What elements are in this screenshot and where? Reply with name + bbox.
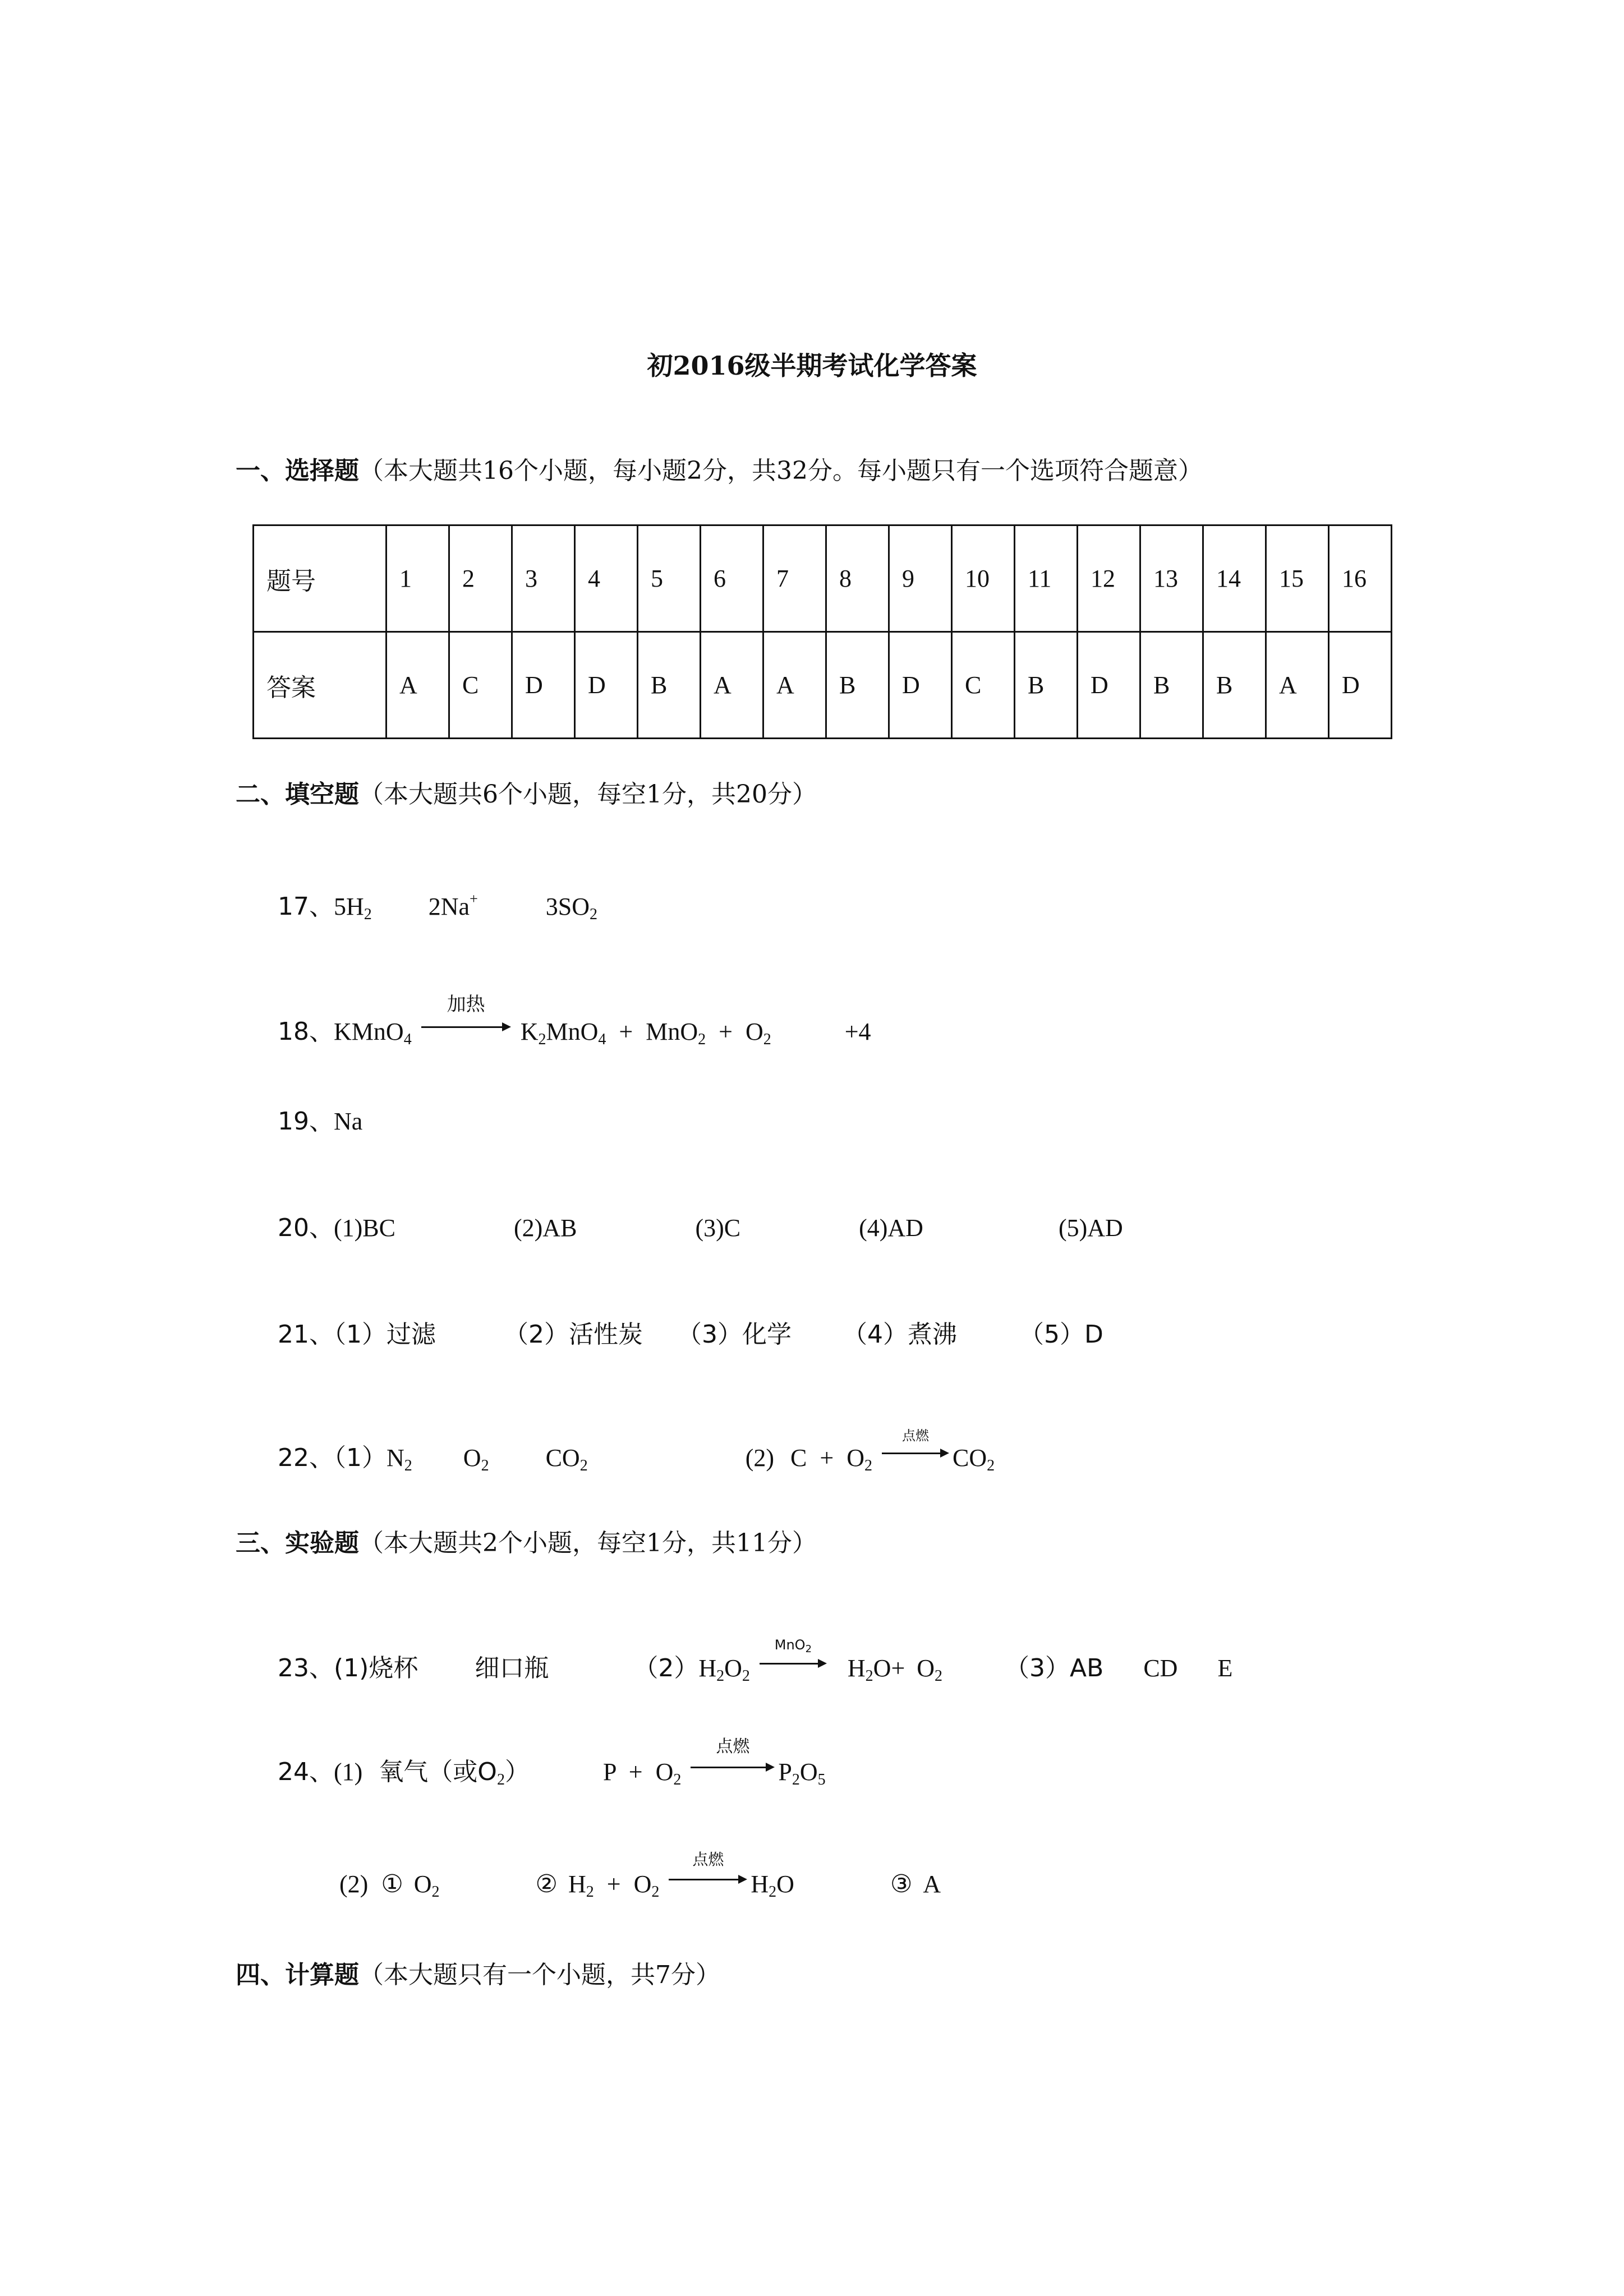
table-cell: B [1015, 632, 1078, 739]
formula: 2Na [428, 893, 470, 920]
section-note: （本大题共16个小题，每小题2分，共32分。每小题只有一个选项符合题意） [359, 457, 1203, 485]
reaction-arrow [691, 1737, 775, 1780]
question-number: 19、 [278, 1107, 334, 1136]
answer-q22 [278, 1428, 995, 1474]
plus-sign: + [719, 1018, 733, 1045]
subscript: 2 [496, 1771, 505, 1788]
formula: O [917, 1654, 935, 1682]
question-number: 18、 [278, 1017, 334, 1046]
part-label: (1) [334, 1758, 363, 1786]
section-heading-fill [236, 782, 817, 807]
table-cell: A [1266, 632, 1329, 739]
table-cell: 1 [387, 525, 449, 632]
plus-sign: + [606, 1870, 621, 1898]
subscript: 2 [404, 1457, 412, 1474]
subscript: 2 [431, 1883, 440, 1901]
part-label: (2) [339, 1870, 369, 1898]
answer-item: (5)AD [1058, 1214, 1123, 1242]
circled-number: ② [535, 1870, 558, 1898]
formula: O [633, 1870, 652, 1898]
table-cell: 10 [952, 525, 1015, 632]
table-cell: 4 [575, 525, 638, 632]
formula: H [751, 1870, 769, 1898]
plus-sign: + [619, 1018, 633, 1045]
formula: P [778, 1758, 792, 1786]
answer-item: E [1217, 1654, 1233, 1682]
answer-item: (2)AB [514, 1214, 577, 1242]
table-cell: B [1140, 632, 1203, 739]
subscript: 2 [716, 1667, 725, 1685]
formula: MnO [646, 1018, 698, 1045]
answer-q24-part1 [278, 1737, 826, 1788]
answer-item: （3）化学 [677, 1320, 792, 1349]
answer-q24-part2 [339, 1850, 941, 1901]
subscript: 5 [817, 1771, 826, 1788]
subscript: 2 [769, 1883, 777, 1901]
table-cell: 8 [826, 525, 889, 632]
section-note: （本大题共6个小题，每空1分，共20分） [359, 780, 817, 809]
formula: CO [545, 1444, 580, 1472]
answer-q18 [278, 993, 871, 1048]
table-cell: D [575, 632, 638, 739]
subscript: 2 [935, 1667, 943, 1685]
formula: N [387, 1444, 404, 1472]
row-label-number: 题号 [254, 525, 387, 632]
section-note: （本大题只有一个小题，共7分） [359, 1961, 720, 1989]
table-cell: C [449, 632, 512, 739]
question-number: 22、 [278, 1444, 334, 1472]
answer-item: 氧气（或O [379, 1758, 497, 1786]
answer-item: (3)C [695, 1214, 741, 1242]
subscript: 2 [698, 1031, 706, 1048]
formula: MnO [546, 1018, 599, 1045]
answer-item: CD [1143, 1654, 1178, 1682]
formula: CO [952, 1444, 987, 1472]
section-heading-experiment [236, 1531, 817, 1556]
answer-item: (1)烧杯 [334, 1654, 418, 1682]
formula: KMnO [334, 1018, 404, 1045]
formula: H [568, 1870, 586, 1898]
reaction-arrow [760, 1637, 827, 1676]
table-cell: A [763, 632, 826, 739]
table-cell: 11 [1015, 525, 1078, 632]
subscript: 4 [403, 1031, 412, 1048]
table-cell: B [638, 632, 701, 739]
table-cell: A [701, 632, 763, 739]
formula: O [846, 1444, 864, 1472]
answer-item: （1）过滤 [334, 1320, 436, 1349]
subscript: 2 [865, 1667, 873, 1685]
table-row [254, 525, 1392, 632]
table-cell: 7 [763, 525, 826, 632]
question-number: 17、 [278, 892, 334, 921]
answer-item: (4)AD [859, 1214, 923, 1242]
subscript: 2 [673, 1771, 682, 1788]
part-label: (2) [745, 1444, 774, 1472]
valence-answer: +4 [844, 1018, 871, 1045]
answer-q23 [278, 1637, 1233, 1685]
subscript: 2 [864, 1457, 872, 1474]
section-title: 一、选择题 [236, 457, 359, 485]
circled-number: ③ [890, 1870, 913, 1898]
subscript: 2 [579, 1457, 588, 1474]
formula: O+ [873, 1654, 905, 1682]
subscript: 2 [586, 1883, 594, 1901]
answer-q19 [278, 1109, 362, 1134]
answer-item: （5）D [1019, 1320, 1103, 1349]
table-cell: 16 [1329, 525, 1392, 632]
formula: O [463, 1444, 481, 1472]
section-title: 三、实验题 [236, 1529, 359, 1557]
formula: 5H [334, 893, 364, 920]
section-note: （本大题共2个小题，每空1分，共11分） [359, 1529, 817, 1557]
table-cell: 6 [701, 525, 763, 632]
plus-sign: + [628, 1758, 643, 1786]
formula: H [698, 1654, 717, 1682]
question-number: 21、 [278, 1320, 334, 1349]
subscript: 2 [364, 906, 372, 923]
question-number: 20、 [278, 1214, 334, 1242]
reaction-condition: MnO$_2$ [774, 1637, 812, 1655]
subscript: 2 [792, 1771, 800, 1788]
row-label-answer: 答案 [254, 632, 387, 739]
formula: K [520, 1018, 539, 1045]
table-cell: 2 [449, 525, 512, 632]
table-cell: B [826, 632, 889, 739]
table-cell: D [889, 632, 952, 739]
table-cell: D [512, 632, 575, 739]
part-label: （1） [334, 1444, 387, 1472]
subscript: 2 [742, 1667, 750, 1685]
table-cell: D [1078, 632, 1140, 739]
answer-item: 细口瓶 [475, 1654, 549, 1682]
answer-q17 [278, 891, 598, 923]
formula: P [602, 1758, 616, 1786]
answer-item: (1)BC [334, 1214, 395, 1242]
formula: O [745, 1018, 763, 1045]
table-cell: D [1329, 632, 1392, 739]
formula: O [413, 1870, 432, 1898]
table-cell: 15 [1266, 525, 1329, 632]
table-cell: 14 [1203, 525, 1266, 632]
section-title: 四、计算题 [236, 1961, 359, 1989]
formula: O [776, 1870, 794, 1898]
formula: 3SO [545, 893, 590, 920]
subscript: 2 [590, 906, 598, 923]
table-cell: B [1203, 632, 1266, 739]
reaction-condition: 加热 [447, 993, 485, 1016]
formula: Na [334, 1108, 363, 1135]
formula: O [724, 1654, 742, 1682]
answer-q21 [278, 1322, 1103, 1347]
table-cell: 13 [1140, 525, 1203, 632]
answer-table [252, 524, 1392, 739]
formula: H [847, 1654, 866, 1682]
page-title: 初2016级半期考试化学答案 [647, 351, 977, 381]
reaction-arrow [421, 993, 511, 1040]
section-title: 二、填空题 [236, 780, 359, 809]
formula: O [655, 1758, 674, 1786]
answer-item: A [923, 1870, 941, 1898]
table-cell: 5 [638, 525, 701, 632]
section-heading-calculation [236, 1963, 720, 1988]
reaction-condition: 点燃 [901, 1428, 929, 1444]
table-cell: 3 [512, 525, 575, 632]
formula: C [790, 1444, 807, 1472]
table-cell: 12 [1078, 525, 1140, 632]
table-row [254, 632, 1392, 739]
reaction-condition: 点燃 [692, 1850, 724, 1869]
superscript: + [470, 891, 478, 907]
reaction-arrow [669, 1850, 747, 1892]
table-cell: C [952, 632, 1015, 739]
subscript: 2 [481, 1457, 489, 1474]
subscript: 2 [538, 1031, 546, 1048]
answer-item: （3）AB [1005, 1654, 1104, 1682]
reaction-condition: 点燃 [716, 1737, 750, 1756]
answer-q20 [278, 1216, 1123, 1241]
circled-number: ① [381, 1870, 403, 1898]
answer-item: （4）煮沸 [843, 1320, 957, 1349]
table-cell: A [387, 632, 449, 739]
part-label: （2） [633, 1654, 699, 1682]
table-cell: 9 [889, 525, 952, 632]
question-number: 23、 [278, 1654, 334, 1682]
answer-item: ） [504, 1758, 530, 1786]
formula: O [799, 1758, 818, 1786]
answer-item: （2）活性炭 [504, 1320, 643, 1349]
question-number: 24、 [278, 1758, 334, 1786]
subscript: 2 [987, 1457, 995, 1474]
plus-sign: + [820, 1444, 834, 1472]
subscript: 4 [598, 1031, 606, 1048]
subscript: 2 [651, 1883, 660, 1901]
subscript: 2 [763, 1031, 771, 1048]
section-heading-choice [236, 459, 1203, 483]
reaction-arrow [882, 1428, 949, 1466]
